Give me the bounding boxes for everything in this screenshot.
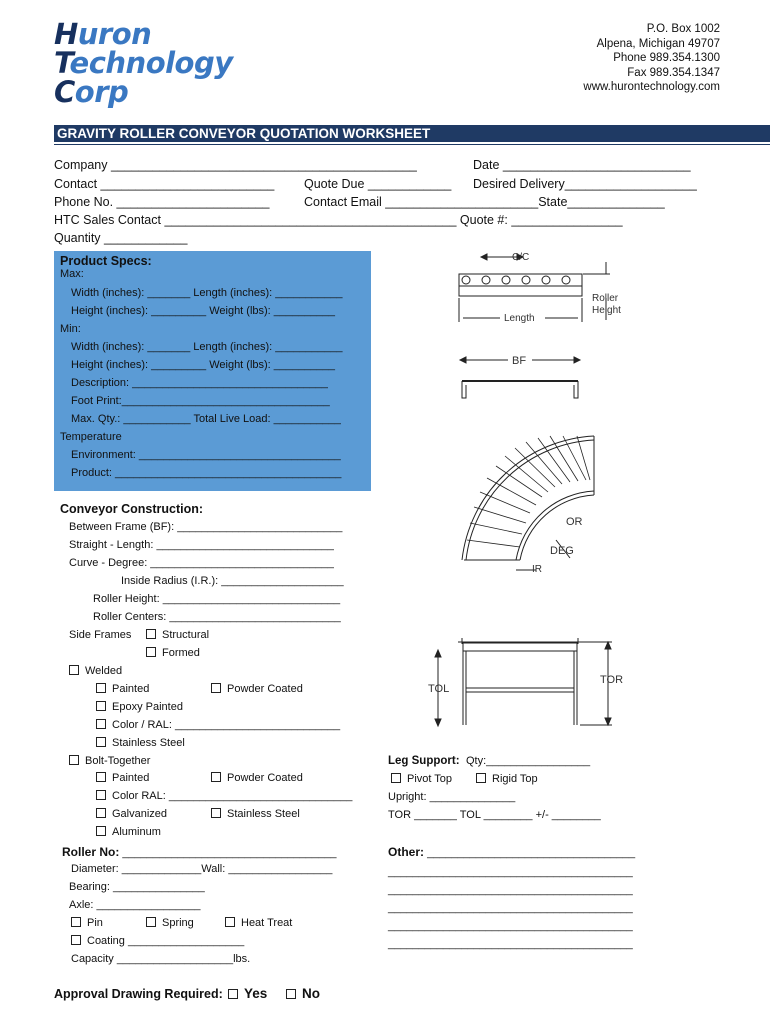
bolt-painted-option[interactable] (96, 772, 149, 784)
leg-support-heading: Leg Support: (388, 755, 460, 767)
other-line-2[interactable]: ________________________________________ (388, 884, 633, 896)
pivot-top-checkbox[interactable] (391, 773, 401, 783)
approval-yes-option[interactable] (228, 986, 267, 1001)
roller-no-line: ___________________________________ (122, 847, 337, 859)
formed-option[interactable] (146, 647, 200, 659)
capacity-field[interactable]: Capacity ___________________lbs. (71, 953, 251, 965)
or-label: OR (566, 516, 583, 528)
roller-no-heading: Roller No: (62, 845, 120, 859)
curve-section-diagram (462, 436, 594, 570)
date-field[interactable]: Date ___________________________ (473, 158, 691, 172)
rigid-top-checkbox[interactable] (476, 773, 486, 783)
desired-delivery-field[interactable]: Desired Delivery___________________ (473, 177, 697, 191)
height-label: Height (592, 305, 621, 316)
address-city: Alpena, Michigan 49707 (596, 37, 720, 50)
pin-label: Pin (87, 917, 103, 929)
welded-powder-coated-checkbox[interactable] (211, 683, 221, 693)
approval-yes-checkbox[interactable] (228, 989, 238, 999)
bolt-powder-coated-checkbox[interactable] (211, 772, 221, 782)
approval-yes-label: Yes (244, 986, 268, 1001)
axle-field[interactable]: Axle: _________________ (69, 899, 201, 911)
pivot-top-label: Pivot Top (407, 773, 453, 785)
heat-treat-label: Heat Treat (241, 917, 293, 929)
tor-tol-field[interactable]: TOR _______ TOL ________ +/- ________ (388, 809, 601, 821)
ir-label: IR (532, 564, 542, 575)
welded-powder-coated-label: Powder Coated (227, 683, 303, 695)
htc-sales-contact-field[interactable]: HTC Sales Contact __________________________________________ Quote #: ________________ (54, 213, 623, 227)
approval-no-checkbox[interactable] (286, 989, 296, 999)
page-title: GRAVITY ROLLER CONVEYOR QUOTATION WORKSHEET (54, 125, 770, 142)
bolt-powder-coated-option[interactable] (211, 772, 303, 784)
diameter-wall-field[interactable]: Diameter: _____________Wall: _________________ (71, 863, 333, 875)
address-fax: Fax 989.354.1347 (627, 66, 720, 79)
between-frame-field[interactable]: Between Frame (BF): ___________________________ (69, 521, 343, 533)
welded-painted-checkbox[interactable] (96, 683, 106, 693)
welded-painted-option[interactable] (96, 683, 149, 695)
other-heading-line: __________________________________ (427, 847, 636, 859)
bf-label: BF (512, 355, 527, 367)
welded-option[interactable] (69, 665, 122, 677)
conveyor-diagrams (380, 240, 770, 740)
epoxy-painted-label: Epoxy Painted (112, 701, 183, 713)
title-underline (54, 144, 770, 145)
contact-email-field[interactable]: Contact Email ______________________State______________ (304, 195, 665, 209)
roller-label: Roller (592, 293, 619, 304)
galvanized-checkbox[interactable] (96, 808, 106, 818)
upright-field[interactable]: Upright: ______________ (388, 791, 516, 803)
temperature-label: Temperature (60, 431, 122, 443)
approval-no-label: No (302, 986, 320, 1001)
spring-option[interactable] (146, 917, 194, 929)
stainless-steel-label: Stainless Steel (112, 737, 185, 749)
other-field[interactable] (388, 845, 635, 859)
structural-option[interactable] (146, 629, 209, 641)
min-label: Min: (60, 323, 81, 335)
logo-line-3: Corp (54, 75, 129, 109)
tol-label: TOL (428, 683, 450, 695)
other-line-3[interactable]: ________________________________________ (388, 902, 633, 914)
welded-painted-label: Painted (112, 683, 150, 695)
color-ral-checkbox[interactable] (96, 719, 106, 729)
company-address (583, 22, 720, 95)
company-logo (54, 17, 233, 109)
galvanized-option[interactable] (96, 808, 167, 820)
foot-print-field[interactable]: Foot Print:__________________________________ (71, 395, 330, 407)
heat-treat-checkbox[interactable] (225, 917, 235, 927)
company-field[interactable]: Company ____________________________________________ (54, 158, 417, 172)
other-line-1[interactable]: ________________________________________ (388, 866, 633, 878)
coating-option[interactable] (71, 935, 244, 947)
min-width-length-field[interactable]: Width (inches): _______ Length (inches): ___________ (71, 341, 343, 353)
other-line-4[interactable]: ________________________________________ (388, 920, 633, 932)
quantity-field[interactable]: Quantity ____________ (54, 231, 188, 245)
structural-checkbox[interactable] (146, 629, 156, 639)
welded-powder-coated-option[interactable] (211, 683, 303, 695)
max-height-weight-field[interactable]: Height (inches): _________ Weight (lbs): __________ (71, 305, 335, 317)
stainless-steel-checkbox[interactable] (96, 737, 106, 747)
coating-checkbox[interactable] (71, 935, 81, 945)
straight-section-diagram (459, 254, 610, 322)
bolt-stainless-steel-option[interactable] (211, 808, 300, 820)
quote-due-field[interactable]: Quote Due ____________ (304, 177, 452, 191)
bolt-together-option[interactable] (69, 755, 150, 767)
construction-heading: Conveyor Construction: (60, 502, 204, 516)
approval-no-option[interactable] (286, 986, 320, 1001)
color-ral-label: Color / RAL: ___________________________ (112, 719, 341, 731)
other-line-5[interactable]: ________________________________________ (388, 938, 633, 950)
aluminum-label: Aluminum (112, 826, 161, 838)
bolt-stainless-steel-checkbox[interactable] (211, 808, 221, 818)
curve-degree-field[interactable]: Curve - Degree: ______________________________ (69, 557, 334, 569)
bolt-painted-checkbox[interactable] (96, 772, 106, 782)
formed-checkbox[interactable] (146, 647, 156, 657)
bolt-color-ral-checkbox[interactable] (96, 790, 106, 800)
min-height-weight-field[interactable]: Height (inches): _________ Weight (lbs): __________ (71, 359, 335, 371)
bolt-painted-label: Painted (112, 772, 150, 784)
coating-label: Coating ___________________ (87, 935, 245, 947)
side-frames-label: Side Frames (69, 629, 132, 641)
bolt-together-label: Bolt-Together (85, 755, 151, 767)
epoxy-painted-option[interactable] (96, 701, 183, 713)
welded-label: Welded (85, 665, 123, 677)
tor-label: TOR (600, 674, 624, 686)
address-po-box: P.O. Box 1002 (646, 23, 720, 35)
contact-field[interactable]: Contact _________________________ (54, 177, 275, 191)
leg-qty-field[interactable]: Qty:_________________ (466, 755, 591, 767)
structural-label: Structural (162, 629, 210, 641)
max-label: Max: (60, 268, 84, 280)
address-website: www.hurontechnology.com (583, 81, 720, 93)
bolt-powder-coated-label: Powder Coated (227, 772, 303, 784)
product-temp-field[interactable]: Product: _____________________________________ (71, 467, 342, 479)
straight-length-field[interactable]: Straight - Length: _____________________________ (69, 539, 334, 551)
aluminum-option[interactable] (96, 826, 161, 838)
leg-support-diagram (435, 638, 612, 726)
rigid-top-label: Rigid Top (492, 773, 538, 785)
bolt-color-ral-label: Color RAL: ______________________________ (112, 790, 353, 802)
stainless-steel-option[interactable] (96, 737, 185, 749)
inside-radius-field[interactable]: Inside Radius (I.R.): ____________________ (121, 575, 344, 587)
length-label: Length (504, 313, 535, 324)
cc-label: C/C (512, 252, 530, 263)
product-specs-heading: Product Specs: (60, 254, 152, 268)
description-field[interactable]: Description: ________________________________ (71, 377, 328, 389)
approval-label: Approval Drawing Required: (54, 987, 223, 1001)
roller-height-field[interactable]: Roller Height: _____________________________ (93, 593, 341, 605)
color-ral-option[interactable] (96, 719, 340, 731)
environment-field[interactable]: Environment: _________________________________ (71, 449, 341, 461)
spring-checkbox[interactable] (146, 917, 156, 927)
rigid-top-option[interactable] (476, 773, 538, 785)
roller-no-field[interactable] (62, 845, 337, 859)
welded-checkbox[interactable] (69, 665, 79, 675)
galvanized-label: Galvanized (112, 808, 168, 820)
epoxy-painted-checkbox[interactable] (96, 701, 106, 711)
deg-label: DEG (550, 545, 574, 557)
bolt-color-ral-option[interactable] (96, 790, 352, 802)
max-width-length-field[interactable]: Width (inches): _______ Length (inches): ___________ (71, 287, 343, 299)
roller-centers-field[interactable]: Roller Centers: ____________________________ (93, 611, 341, 623)
max-qty-field[interactable]: Max. Qty.: ___________ Total Live Load: ___________ (71, 413, 341, 425)
bolt-stainless-steel-label: Stainless Steel (227, 808, 300, 820)
heat-treat-option[interactable] (225, 917, 292, 929)
bearing-field[interactable]: Bearing: _______________ (69, 881, 205, 893)
pivot-top-option[interactable] (391, 773, 452, 785)
aluminum-checkbox[interactable] (96, 826, 106, 836)
pin-checkbox[interactable] (71, 917, 81, 927)
phone-field[interactable]: Phone No. ______________________ (54, 195, 270, 209)
bolt-together-checkbox[interactable] (69, 755, 79, 765)
other-heading: Other: (388, 845, 424, 859)
spring-label: Spring (162, 917, 194, 929)
address-phone: Phone 989.354.1300 (613, 52, 720, 64)
logo-line-2: Technology (54, 46, 233, 80)
logo-line-1: Huron (54, 17, 152, 51)
pin-option[interactable] (71, 917, 103, 929)
formed-label: Formed (162, 647, 200, 659)
